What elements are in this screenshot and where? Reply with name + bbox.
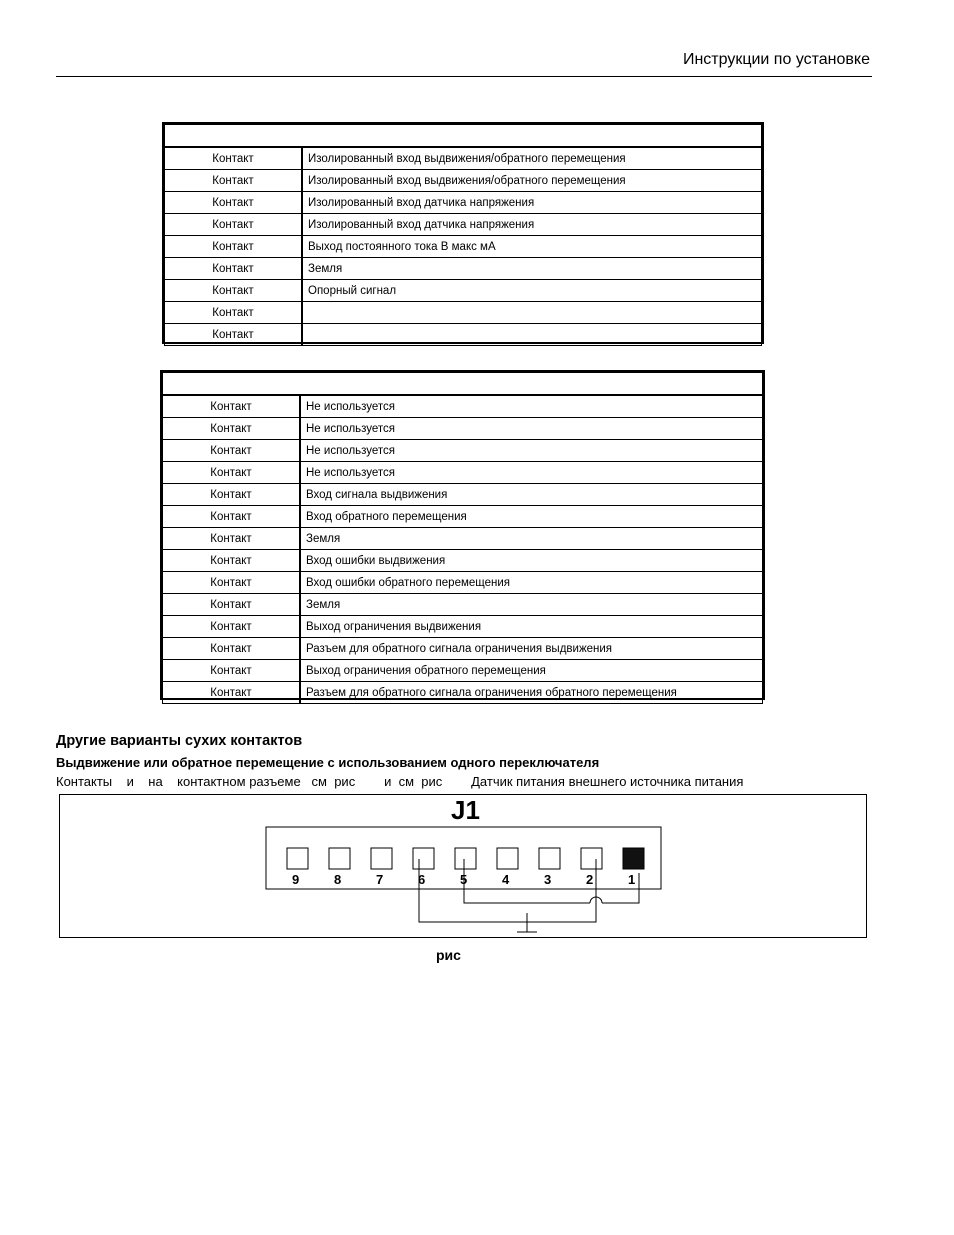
pin-description: Опорный сигнал [302, 280, 762, 302]
pin-label: Контакт [163, 616, 301, 638]
pin-number: 1 [628, 872, 636, 887]
pin-description: Земля [300, 528, 763, 550]
table-row [165, 170, 762, 192]
pin-label: Контакт [163, 484, 301, 506]
pin-description [302, 302, 762, 324]
pin-description: Вход ошибки обратного перемещения [300, 572, 763, 594]
table-header [165, 125, 762, 148]
section-title: Другие варианты сухих контактов [56, 733, 303, 749]
table-row [163, 660, 763, 682]
pin-description: Земля [302, 258, 762, 280]
pin-number: 3 [544, 872, 552, 887]
pin-description: Не используется [300, 418, 763, 440]
pin-6 [413, 848, 434, 869]
pin-number: 7 [376, 872, 384, 887]
pin-label: Контакт [165, 258, 303, 280]
figure-caption: рис [436, 947, 461, 963]
pin-description: Изолированный вход датчика напряжения [302, 192, 762, 214]
pin-label: Контакт [165, 170, 303, 192]
table-header [163, 373, 763, 396]
pin-label: Контакт [163, 462, 301, 484]
table-row [163, 462, 763, 484]
pin-label: Контакт [163, 440, 301, 462]
pin-1 [623, 848, 644, 869]
pin-description: Разъем для обратного сигнала ограничения обратного перемещения [300, 682, 763, 704]
page-title: Инструкции по установке [682, 51, 870, 68]
pin-3 [539, 848, 560, 869]
pin-description: Вход обратного перемещения [300, 506, 763, 528]
table-row [165, 302, 762, 324]
pin-number: 9 [292, 872, 300, 887]
pin-label: Контакт [165, 280, 303, 302]
pin-7 [371, 848, 392, 869]
table-row [163, 638, 763, 660]
pin-description: Выход ограничения выдвижения [300, 616, 763, 638]
header-divider [56, 76, 872, 77]
wire-5-1-left [464, 859, 590, 903]
table-row [165, 147, 762, 170]
pin-label: Контакт [163, 594, 301, 616]
pin-description: Выход постоянного тока В макс мА [302, 236, 762, 258]
pin-table-1 [164, 124, 762, 346]
table-row [165, 214, 762, 236]
pin-8 [329, 848, 350, 869]
pin-label: Контакт [165, 192, 303, 214]
pin-4 [497, 848, 518, 869]
pin-description: Не используется [300, 395, 763, 418]
table-row [163, 418, 763, 440]
pin-label: Контакт [163, 550, 301, 572]
table-row [163, 594, 763, 616]
pin-description: Изолированный вход выдвижения/обратного перемещения [302, 147, 762, 170]
table-row [163, 484, 763, 506]
pin-number: 5 [460, 872, 468, 887]
pin-description: Вход сигнала выдвижения [300, 484, 763, 506]
table-row [163, 550, 763, 572]
table-row [163, 572, 763, 594]
pin-number: 6 [418, 872, 426, 887]
connector-label: J1 [451, 795, 480, 825]
pin-label: Контакт [165, 302, 303, 324]
pin-description: Вход ошибки выдвижения [300, 550, 763, 572]
table-row [163, 616, 763, 638]
pin-description [302, 324, 762, 346]
table-row [163, 528, 763, 550]
pin-number: 8 [334, 872, 342, 887]
pin-label: Контакт [163, 660, 301, 682]
table-row [163, 682, 763, 704]
pin-label: Контакт [163, 572, 301, 594]
pin-label: Контакт [165, 147, 303, 170]
pin-description: Изолированный вход датчика напряжения [302, 214, 762, 236]
pin-description: Изолированный вход выдвижения/обратного перемещения [302, 170, 762, 192]
section-description: Контакты и на контактном разъеме см рис и см рис Датчик питания внешнего источника питания [56, 774, 744, 789]
table-row [165, 258, 762, 280]
pin-description: Выход ограничения обратного перемещения [300, 660, 763, 682]
wiring-diagram [60, 795, 866, 937]
pin-description: Не используется [300, 440, 763, 462]
pin-description: Разъем для обратного сигнала ограничения выдвижения [300, 638, 763, 660]
pin-label: Контакт [165, 214, 303, 236]
section-subtitle: Выдвижение или обратное перемещение с использованием одного переключателя [56, 755, 600, 770]
pin-label: Контакт [163, 418, 301, 440]
table-row [165, 192, 762, 214]
pin-description: Земля [300, 594, 763, 616]
table-row [165, 236, 762, 258]
pin-label: Контакт [163, 638, 301, 660]
pin-label: Контакт [163, 395, 301, 418]
pin-label: Контакт [165, 236, 303, 258]
pin-5 [455, 848, 476, 869]
pin-number: 4 [502, 872, 510, 887]
pin-label: Контакт [165, 324, 303, 346]
table-row [165, 280, 762, 302]
table-row [163, 440, 763, 462]
table-row [165, 324, 762, 346]
pin-label: Контакт [163, 682, 301, 704]
pin-2 [581, 848, 602, 869]
pin-description: Не используется [300, 462, 763, 484]
pin-9 [287, 848, 308, 869]
pin-label: Контакт [163, 506, 301, 528]
pin-table-2 [162, 372, 763, 704]
table-row [163, 506, 763, 528]
table-row [163, 395, 763, 418]
connector-diagram [59, 794, 867, 938]
pin-number: 2 [586, 872, 594, 887]
pin-label: Контакт [163, 528, 301, 550]
